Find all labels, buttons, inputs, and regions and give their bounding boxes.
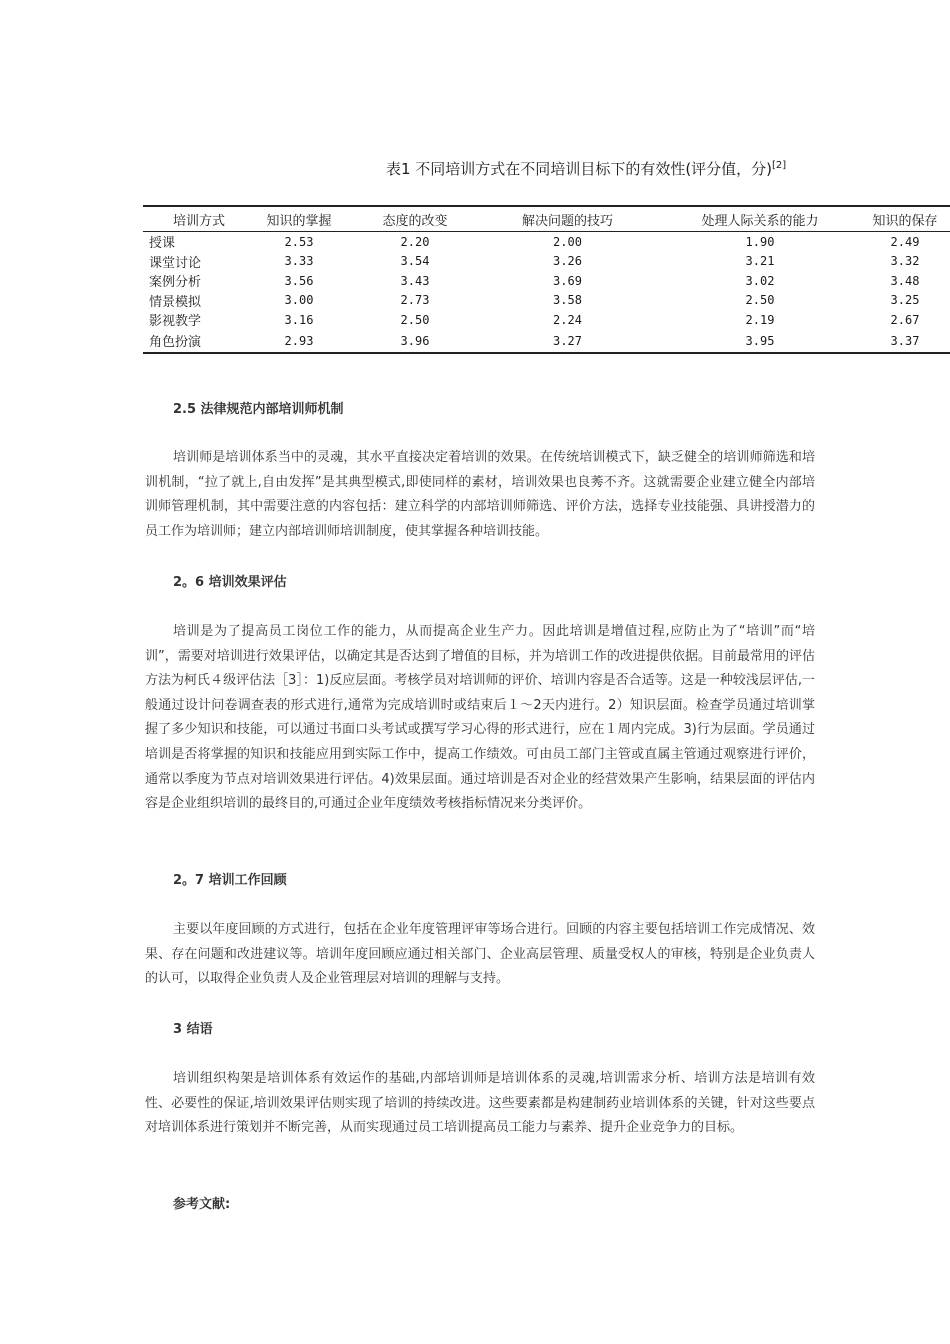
table-header-row [143,206,950,232]
section-heading-2-5 [145,400,815,420]
table-row [143,232,950,252]
table-cell: 影视教学 [149,314,202,330]
table-cell: 2.67 [890,312,920,327]
section-body-3 [145,1067,815,1141]
table-header-cell: 知识的保存 [860,206,950,232]
table-cell: 2.19 [745,312,775,327]
table-cell: 3.48 [890,273,920,288]
section-body-2-5 [145,446,815,544]
table-cell: 3.58 [553,293,582,308]
table-cell: 角色扮演 [143,330,243,353]
table-cell: 2.73 [400,293,430,308]
table-cell: 3.27 [475,330,660,353]
section-paragraph: 培训师是培训体系当中的灵魂，其水平直接决定着培训的效果。在传统培训模式下，缺乏健全的培训师筛选和培训机制，“拉了就上,自由发挥”是其典型模式,即使同样的素材，培训效果也良莠不齐。这就需要企业建立健全内部培训师管理机制，其中需要注意的内容包括：建立科学的内部培训师筛选、评价方法，选择专业技能强、具讲授潜力的员工作为培训师；建立内部培训师培训制度，使其掌握各种培训技能。 [145,450,815,539]
table-cell: 2.53 [284,234,314,249]
table-row [143,330,950,353]
table-cell: 2.50 [400,312,430,327]
table-row [143,291,950,311]
section-heading: 2.5 法律规范内部培训师机制 [173,402,344,417]
table-cell: 课堂讨论 [149,255,202,271]
table-cell: 2.49 [890,234,920,249]
table-cell: 3.43 [400,273,430,288]
table-cell: 案例分析 [149,275,202,291]
table-cell: 3.02 [745,273,775,288]
table-cell: 3.00 [284,293,314,308]
section-heading-2-6 [145,573,815,593]
section-heading: 2。7 培训工作回顾 [173,873,287,888]
table-cell: 3.69 [553,273,582,288]
table-header-cell: 知识的掌握 [243,206,355,232]
table-header-cell: 处理人际关系的能力 [660,206,860,232]
table-cell: 2.93 [243,330,355,353]
effectiveness-table [143,205,950,354]
section-paragraph: 培训组织构架是培训体系有效运作的基础,内部培训师是培训体系的灵魂,培训需求分析、培训方法是培训有效性、必要性的保证,培训效果评估则实现了培训的持续改进。这些要素都是构建制药业培训体系的关键，针对这些要点对培训体系进行策划并不断完善，从而实现通过员工培训提高员工能力与素养、提升企业竞争力的目标。 [145,1071,815,1136]
table-row [143,271,950,291]
table-cell: 3.54 [400,254,430,269]
table-cell: 3.56 [284,273,314,288]
section-heading: 2。6 培训效果评估 [173,575,287,590]
table-caption-ref: [2] [772,160,787,171]
table-cell: 3.32 [890,254,920,269]
section-paragraph: 主要以年度回顾的方式进行，包括在企业年度管理评审等场合进行。回顾的内容主要包括培训工作完成情况、效果、存在问题和改进建议等。培训年度回顾应通过相关部门、企业高层管理、质量受权人的审核，特别是企业负责人的认可，以取得企业负责人及企业管理层对培训的理解与支持。 [145,922,815,987]
table-cell: 3.33 [284,254,314,269]
table-cell: 3.26 [553,254,582,269]
table-cell: 3.37 [860,330,950,353]
section-body-2-7 [145,918,815,992]
table-header-cell: 态度的改变 [355,206,475,232]
section-heading: 3 结语 [173,1022,213,1037]
table-header-cell: 解决问题的技巧 [475,206,660,232]
table-cell: 3.21 [745,254,775,269]
table-cell: 3.25 [890,293,920,308]
table-cell: 2.00 [553,234,582,249]
section-body-2-6 [145,620,815,817]
table-cell: 情景模拟 [149,294,202,310]
table-cell: 授课 [149,236,176,252]
table-cell: 1.90 [745,234,775,249]
section-heading-3 [145,1020,815,1040]
references-block [145,1195,815,1215]
table-cell: 2.24 [553,312,582,327]
table-caption-text: 表1 不同培训方式在不同培训目标下的有效性(评分值，分) [386,160,773,178]
table-cell: 3.16 [284,312,314,327]
table-row [143,252,950,272]
table-cell: 2.20 [400,234,430,249]
table-cell: 3.96 [355,330,475,353]
references-heading: 参考文献: [173,1197,231,1212]
section-heading-2-7 [145,871,815,891]
table-caption [386,158,786,179]
table-cell: 2.50 [745,293,775,308]
table-cell: 3.95 [660,330,860,353]
section-paragraph: 培训是为了提高员工岗位工作的能力，从而提高企业生产力。因此培训是增值过程,应防止为了“培训”而“培训”，需要对培训进行效果评估，以确定其是否达到了增值的目标，并为培训工作的改进提供依据。目前最常用的评估方法为柯氏４级评估法［3］：1)反应层面。考核学员对培训师的评价、培训内容是否合适等。这是一种较浅层评估,一般通过设计问卷调查表的形式进行,通常为完成培训时或结束后１～2天内进行。2）知识层面。检查学员通过培训掌握了多少知识和技能，可以通过书面口头考试或撰写学习心得的形式进行，应在１周内完成。3)行为层面。学员通过培训是否将掌握的知识和技能应用到实际工作中，提高工作绩效。可由员工部门主管或直属主管通过观察进行评价，通常以季度为节点对培训效果进行评估。4)效果层面。通过培训是否对企业的经营效果产生影响，结果层面的评估内容是企业组织培训的最终目的,可通过企业年度绩效考核指标情况来分类评价。 [145,624,815,812]
table-row [143,310,950,330]
table-header-cell: 培训方式 [143,206,243,232]
